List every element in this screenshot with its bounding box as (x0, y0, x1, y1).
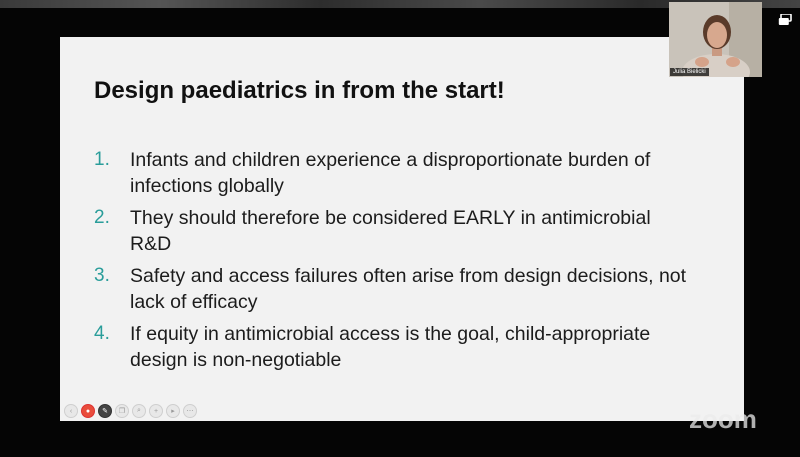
search-icon[interactable]: ⌕ (132, 404, 146, 418)
zoom-in-icon[interactable]: + (149, 404, 163, 418)
list-number: 3. (94, 265, 110, 286)
list-text: They should therefore be considered EARLY in antimicrobial R&D (130, 207, 651, 255)
slide-list (94, 147, 694, 379)
list-number: 2. (94, 207, 110, 228)
participant-name: Julia Bielicki (670, 68, 709, 76)
shared-slide (60, 37, 744, 421)
gallery-icon (778, 14, 792, 26)
pen-icon[interactable]: ✎ (98, 404, 112, 418)
video-icon[interactable]: ▸ (166, 404, 180, 418)
participant-video (669, 2, 762, 77)
presentation-toolbar (64, 404, 197, 418)
list-item (94, 321, 694, 373)
slide-title: Design paediatrics in from the start! (94, 77, 505, 104)
list-item (94, 147, 694, 199)
copy-icon[interactable]: ❐ (115, 404, 129, 418)
list-text: If equity in antimicrobial access is the goal, child-appropriate design is non-negotiable (130, 323, 651, 371)
list-number: 4. (94, 323, 110, 344)
list-text: Infants and children experience a disproportionate burden of infections globally (130, 149, 651, 197)
list-item (94, 205, 694, 257)
participant-video-tile[interactable] (669, 2, 762, 77)
list-number: 1. (94, 149, 110, 170)
back-icon[interactable]: ‹ (64, 404, 78, 418)
gallery-view-button[interactable] (776, 12, 794, 28)
list-text: Safety and access failures often arise from design decisions, not lack of efficacy (130, 265, 687, 313)
list-item (94, 263, 694, 315)
more-icon[interactable]: ⋯ (183, 404, 197, 418)
record-icon[interactable]: ● (81, 404, 95, 418)
zoom-watermark: zoom (689, 404, 757, 434)
